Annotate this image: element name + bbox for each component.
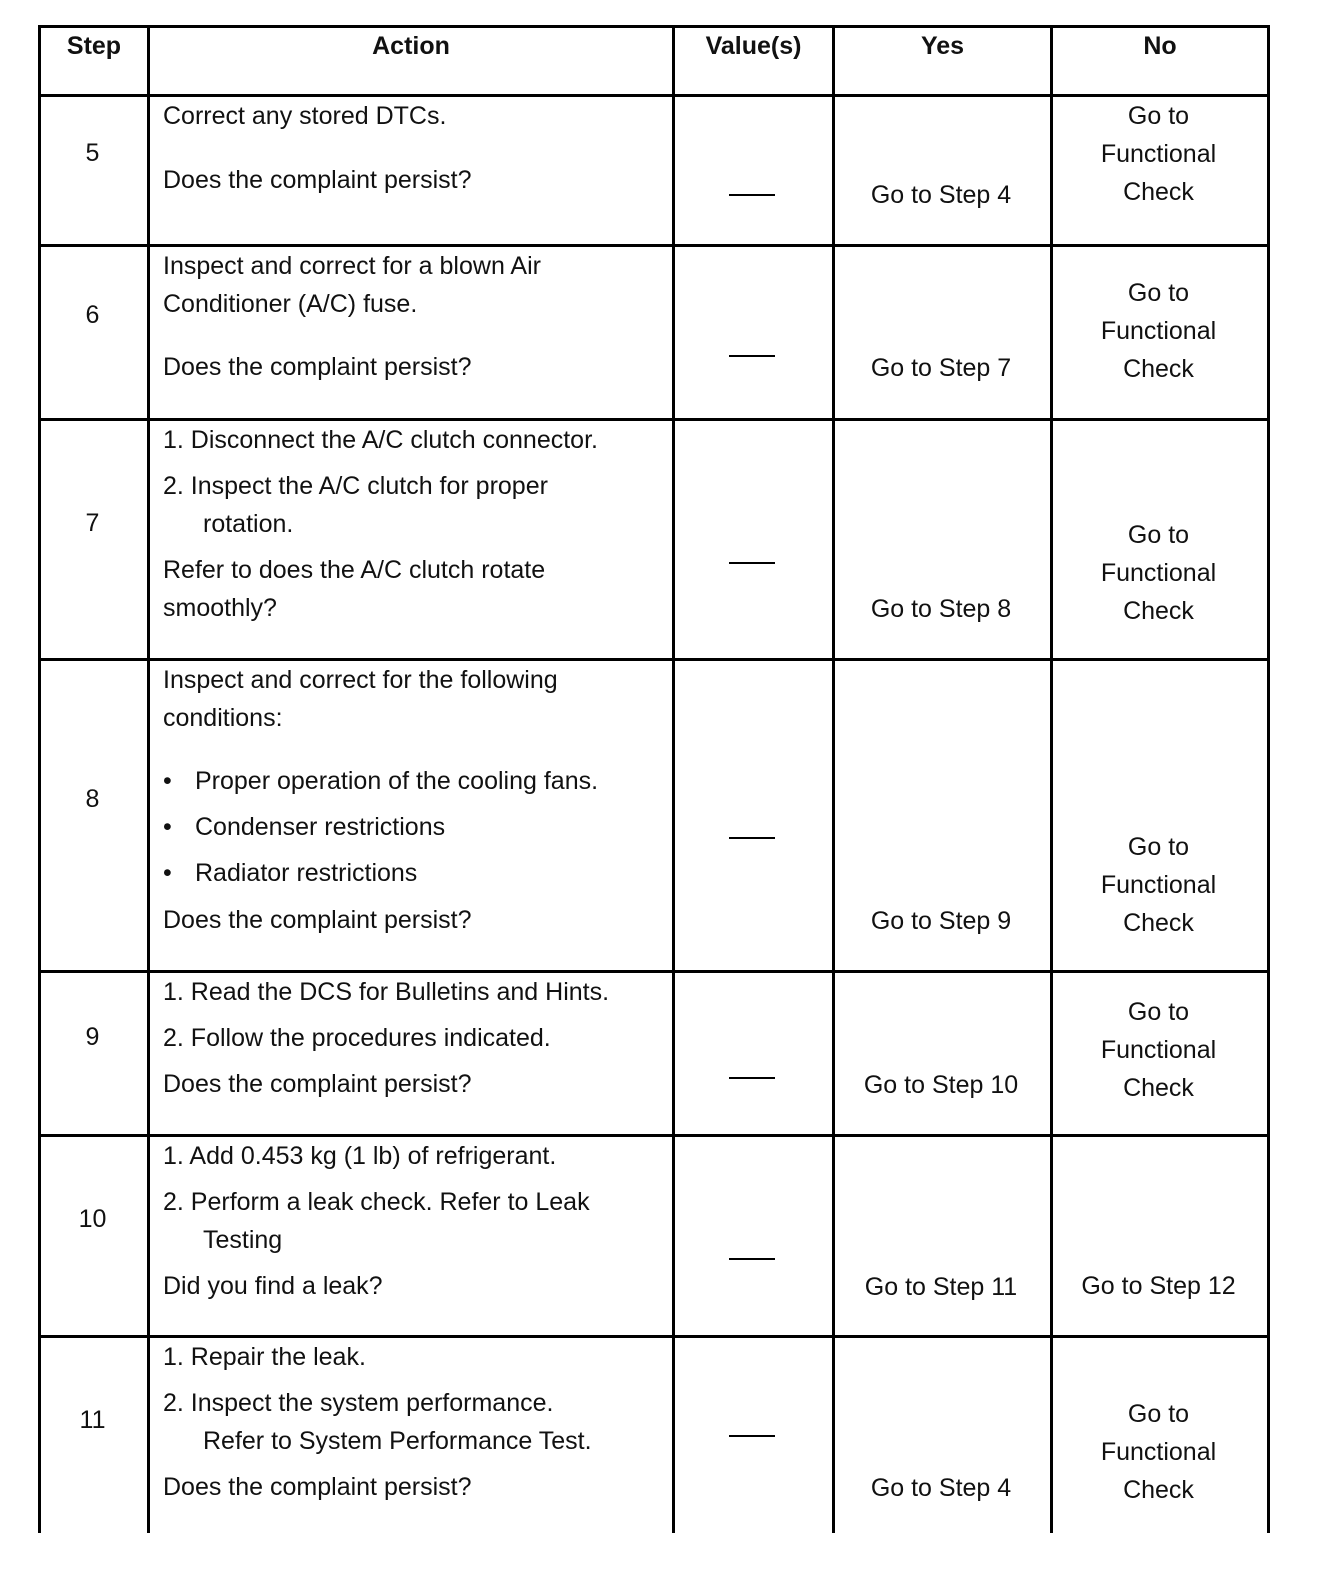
- no-outcome: Go to: [1127, 102, 1190, 130]
- no-outcome: Functional: [1100, 140, 1217, 168]
- yes-outcome: Go to Step 9: [870, 907, 1012, 935]
- header-no: No: [1143, 32, 1177, 60]
- bullet-marker: •: [163, 767, 172, 795]
- action-line: 1. Repair the leak.: [163, 1343, 366, 1371]
- bullet-marker: •: [163, 859, 172, 887]
- action-line: 1. Add 0.453 kg (1 lb) of refrigerant.: [163, 1142, 557, 1170]
- table-row: [38, 1338, 1270, 1533]
- header-step: Step: [66, 32, 122, 60]
- no-value-dash: [729, 837, 775, 839]
- table-row: [38, 97, 1270, 244]
- step-number: 6: [85, 301, 100, 329]
- no-value-dash: [729, 562, 775, 564]
- action-line: Does the complaint persist?: [163, 1473, 472, 1501]
- yes-outcome: Go to Step 11: [864, 1273, 1018, 1301]
- header-yes-cell: [832, 25, 1053, 94]
- table-row: [38, 421, 1270, 658]
- action-line: conditions:: [163, 704, 283, 732]
- header-action: Action: [372, 32, 450, 60]
- step-number: 9: [85, 1023, 100, 1051]
- action-line: 2. Follow the procedures indicated.: [163, 1024, 551, 1052]
- header-action-cell: [147, 25, 675, 94]
- no-outcome: Go to: [1127, 833, 1190, 861]
- yes-outcome: Go to Step 8: [870, 595, 1012, 623]
- no-outcome: Check: [1123, 1074, 1194, 1102]
- bullet-item: Proper operation of the cooling fans.: [195, 767, 599, 795]
- step-number: 7: [85, 509, 100, 537]
- no-outcome: Functional: [1100, 559, 1217, 587]
- no-value-dash: [729, 355, 775, 357]
- no-value-dash: [729, 194, 775, 196]
- no-outcome: Functional: [1100, 1438, 1217, 1466]
- bullet-item: Radiator restrictions: [195, 859, 418, 887]
- no-value-dash: [729, 1077, 775, 1079]
- no-outcome: Check: [1123, 178, 1194, 206]
- action-line: 1. Disconnect the A/C clutch connector.: [163, 426, 598, 454]
- no-outcome: Check: [1123, 1476, 1194, 1504]
- bullet-item: Condenser restrictions: [195, 813, 446, 841]
- action-line: Does the complaint persist?: [163, 906, 472, 934]
- no-outcome: Check: [1123, 909, 1194, 937]
- header-row: [38, 25, 1270, 94]
- no-outcome: Functional: [1100, 871, 1217, 899]
- action-line: Did you find a leak?: [163, 1272, 383, 1300]
- no-outcome: Go to Step 12: [1081, 1272, 1236, 1300]
- yes-outcome: Go to Step 4: [870, 1474, 1012, 1502]
- header-values: Value(s): [705, 32, 802, 60]
- no-value-dash: [729, 1435, 775, 1437]
- no-value-dash: [729, 1258, 775, 1260]
- action-line: 2. Inspect the A/C clutch for proper: [163, 472, 548, 500]
- action-line: Testing: [203, 1226, 283, 1254]
- no-outcome: Go to: [1127, 1400, 1190, 1428]
- action-line: Does the complaint persist?: [163, 1070, 472, 1098]
- table-row: [38, 247, 1270, 418]
- action-line: Refer to does the A/C clutch rotate: [163, 556, 546, 584]
- header-step-cell: [38, 25, 150, 94]
- yes-outcome: Go to Step 4: [870, 181, 1012, 209]
- action-line: Inspect and correct for a blown Air: [163, 252, 541, 280]
- header-yes: Yes: [920, 32, 965, 60]
- action-line: 1. Read the DCS for Bulletins and Hints.: [163, 978, 610, 1006]
- yes-outcome: Go to Step 7: [870, 354, 1012, 382]
- action-line: Does the complaint persist?: [163, 166, 472, 194]
- table-row: [38, 973, 1270, 1134]
- action-line: rotation.: [203, 510, 294, 538]
- header-no-cell: [1050, 25, 1270, 94]
- bullet-marker: •: [163, 813, 172, 841]
- no-outcome: Functional: [1100, 1036, 1217, 1064]
- step-number: 5: [85, 139, 100, 167]
- table-row: [38, 661, 1270, 970]
- no-outcome: Go to: [1127, 998, 1190, 1026]
- step-number: 10: [78, 1205, 107, 1233]
- yes-outcome: Go to Step 10: [863, 1071, 1019, 1099]
- action-line: 2. Perform a leak check. Refer to Leak: [163, 1188, 590, 1216]
- no-outcome: Check: [1123, 597, 1194, 625]
- action-line: Does the complaint persist?: [163, 353, 472, 381]
- no-outcome: Check: [1123, 355, 1194, 383]
- no-outcome: Functional: [1100, 317, 1217, 345]
- action-line: Conditioner (A/C) fuse.: [163, 290, 418, 318]
- no-outcome: Go to: [1127, 521, 1190, 549]
- action-line: smoothly?: [163, 594, 277, 622]
- action-line: Refer to System Performance Test.: [203, 1427, 592, 1455]
- action-line: Inspect and correct for the following: [163, 666, 558, 694]
- no-outcome: Go to: [1127, 279, 1190, 307]
- action-line: 2. Inspect the system performance.: [163, 1389, 554, 1417]
- header-values-cell: [672, 25, 835, 94]
- action-line: Correct any stored DTCs.: [163, 102, 447, 130]
- diagnostic-table: [38, 25, 1270, 1565]
- table-row: [38, 1137, 1270, 1335]
- step-number: 11: [79, 1406, 106, 1434]
- step-number: 8: [85, 785, 100, 813]
